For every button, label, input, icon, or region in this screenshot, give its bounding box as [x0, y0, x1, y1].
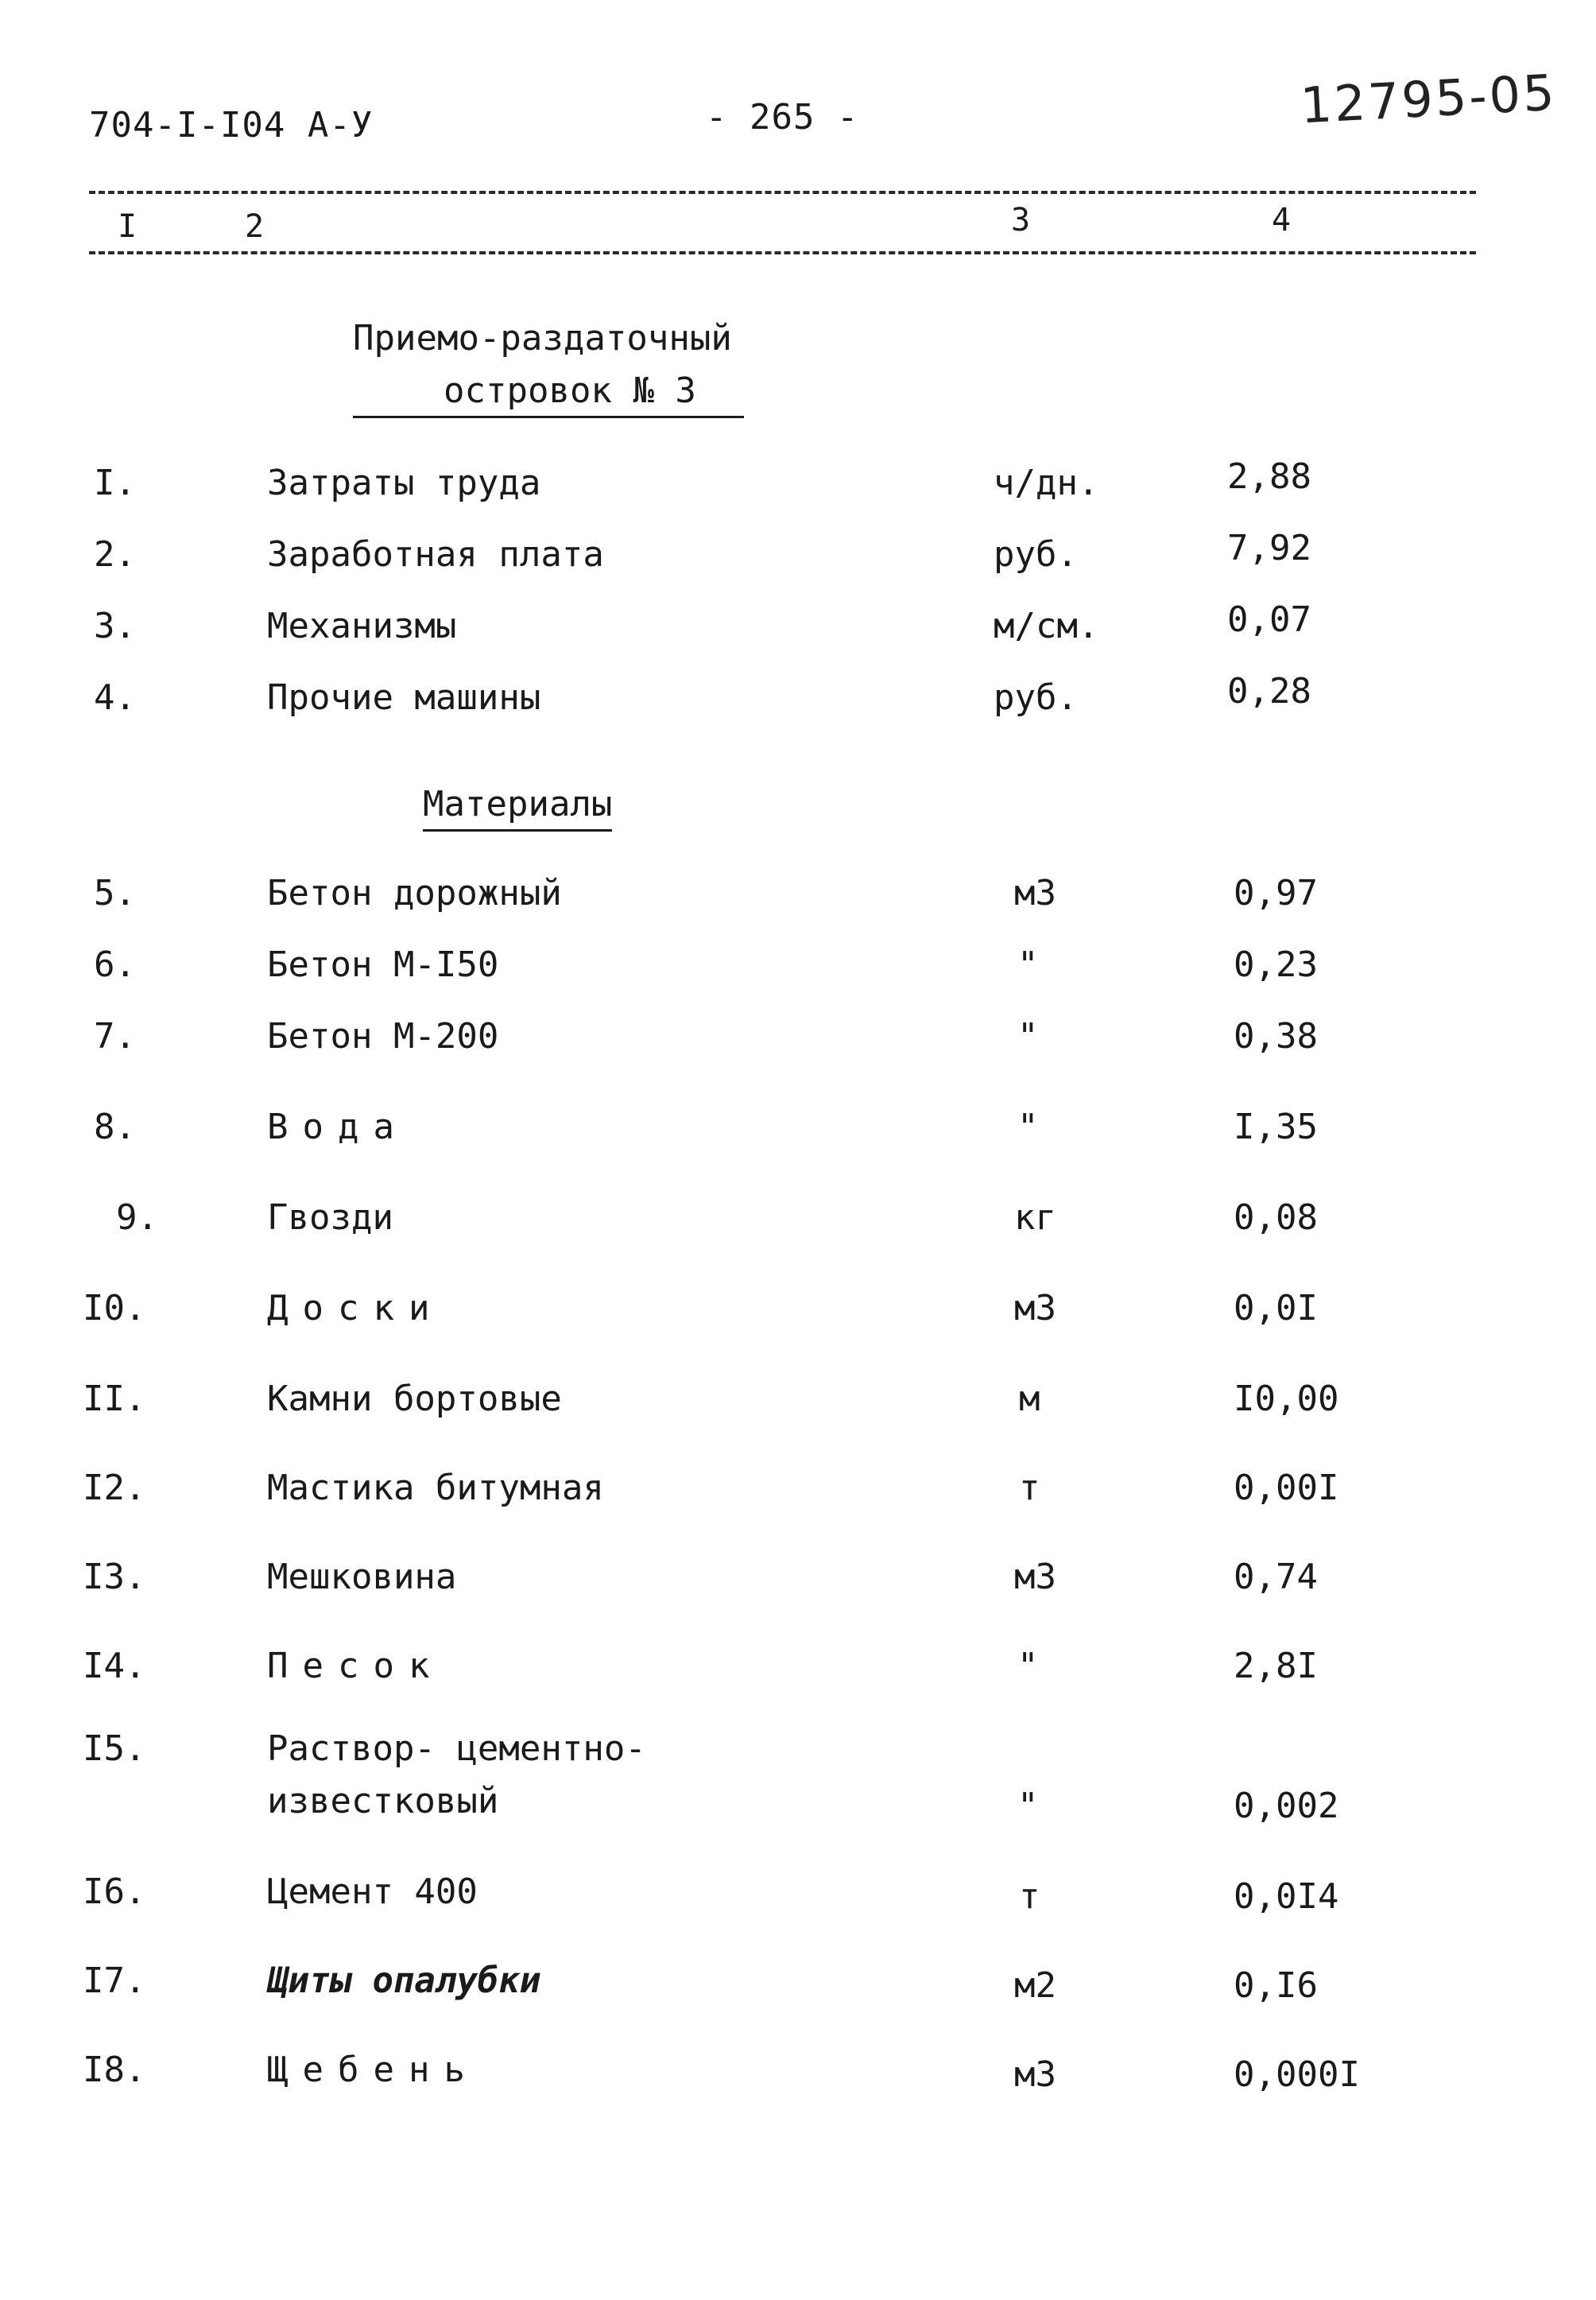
row-unit: м2	[1014, 1965, 1056, 2006]
row-unit: м3	[1014, 1288, 1056, 1328]
row-number: I2.	[83, 1468, 146, 1508]
row-number: 3.	[94, 606, 136, 646]
row-number: 9.	[116, 1197, 158, 1238]
row-value: 0,0I	[1234, 1288, 1318, 1328]
row-value: 7,92	[1227, 528, 1311, 568]
row-unit: т	[1019, 1468, 1040, 1508]
row-name: Бетон дорожный	[267, 873, 562, 913]
row-value: 0,00I	[1234, 1468, 1339, 1508]
row-value: I0,00	[1234, 1379, 1339, 1419]
section-title-line2	[353, 370, 744, 418]
column-number-3: 3	[1011, 202, 1031, 239]
row-value: 0,38	[1234, 1016, 1318, 1057]
row-number: 2.	[94, 534, 136, 575]
row-unit: м3	[1014, 1557, 1056, 1597]
row-number: I4.	[83, 1646, 146, 1686]
row-number: I6.	[83, 1871, 146, 1912]
row-name: Мешковина	[267, 1557, 457, 1597]
row-name-continued: известковый	[267, 1781, 499, 1821]
row-number: I5.	[83, 1728, 146, 1769]
row-number: I3.	[83, 1557, 146, 1597]
row-number: 6.	[94, 944, 136, 985]
row-name: Песок	[267, 1646, 444, 1686]
row-value: 0,07	[1227, 599, 1311, 640]
row-unit: руб.	[994, 534, 1078, 575]
row-number: 8.	[94, 1107, 136, 1147]
row-unit: руб.	[994, 677, 1078, 718]
row-value: 0,08	[1234, 1197, 1318, 1238]
column-number-2: 2	[245, 208, 265, 245]
row-unit: т	[1019, 1876, 1040, 1917]
row-name: Цемент 400	[267, 1871, 478, 1912]
row-unit: м	[1019, 1379, 1040, 1419]
row-name: Бетон М-200	[267, 1016, 499, 1057]
row-name: Доски	[267, 1288, 444, 1328]
row-name: Бетон М-I50	[267, 944, 499, 985]
row-unit: кг	[1014, 1197, 1056, 1238]
row-value: 2,8I	[1234, 1646, 1318, 1686]
row-unit: м3	[1014, 2054, 1056, 2095]
row-name: Заработная плата	[267, 534, 604, 575]
row-number: 5.	[94, 873, 136, 913]
row-value: 0,000I	[1234, 2054, 1360, 2095]
row-name: Механизмы	[267, 606, 457, 646]
row-number: I0.	[83, 1288, 146, 1328]
document-code: 704-I-I04 А-У	[89, 105, 374, 145]
row-unit: "	[1017, 944, 1039, 985]
row-unit: "	[1017, 1786, 1039, 1826]
row-name: Щебень	[267, 2050, 479, 2090]
row-name: Вода	[267, 1107, 409, 1147]
row-name: Прочие машины	[267, 677, 541, 718]
row-name: Затраты труда	[267, 463, 541, 503]
divider-dashed-top	[89, 191, 1476, 194]
row-unit: м/см.	[994, 606, 1099, 646]
row-value: 0,23	[1234, 944, 1318, 985]
row-value: 2,88	[1227, 456, 1311, 497]
row-unit: м3	[1014, 873, 1056, 913]
row-value: 0,97	[1234, 873, 1318, 913]
column-number-1: I	[118, 208, 138, 245]
row-value: 0,74	[1234, 1557, 1318, 1597]
row-name: Гвозди	[267, 1197, 393, 1238]
row-unit: "	[1017, 1107, 1039, 1147]
row-name: Мастика битумная	[267, 1468, 604, 1508]
row-unit: "	[1017, 1016, 1039, 1057]
row-unit: ч/дн.	[994, 463, 1099, 503]
row-value: 0,28	[1227, 671, 1311, 712]
row-value: 0,002	[1234, 1786, 1339, 1826]
row-value: I,35	[1234, 1107, 1318, 1147]
row-unit: "	[1017, 1646, 1039, 1686]
materials-heading: Материалы	[423, 784, 612, 832]
row-number: I.	[94, 463, 136, 503]
divider-dashed-bottom	[89, 251, 1476, 254]
page-number: - 265 -	[706, 97, 859, 138]
row-number: 4.	[94, 677, 136, 718]
row-value: 0,0I4	[1234, 1876, 1339, 1917]
row-number: I7.	[83, 1961, 146, 2001]
row-value: 0,I6	[1234, 1965, 1318, 2006]
row-name: Камни бортовые	[267, 1379, 562, 1419]
stamp-number: 12795-05	[1299, 63, 1559, 135]
row-number: II.	[83, 1379, 146, 1419]
row-name: Раствор- цементно-	[267, 1728, 646, 1769]
section-title-line2-text: островок № 3	[444, 370, 696, 411]
row-name: Щиты опалубки	[267, 1961, 541, 2001]
row-number: I8.	[83, 2050, 146, 2090]
row-number: 7.	[94, 1016, 136, 1057]
column-number-4: 4	[1272, 202, 1292, 239]
section-title-line1: Приемо-раздаточный	[353, 318, 732, 359]
